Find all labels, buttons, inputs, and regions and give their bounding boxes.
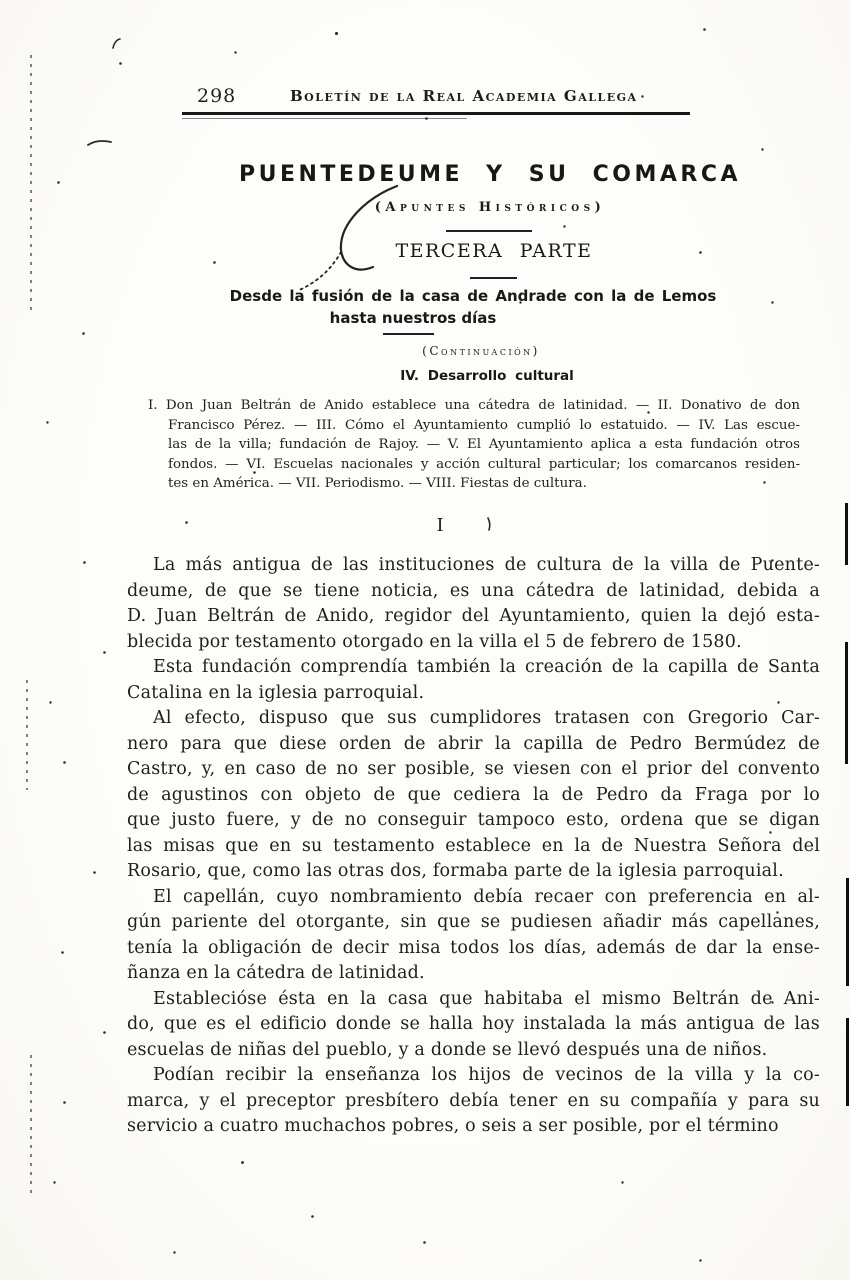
binding-edge-marks	[30, 1055, 32, 1195]
part-title: TERCERA PARTE	[395, 240, 593, 262]
body-paragraph: La más antigua de las instituciones de cultura de la villa de Puente- deume, de que se tiene noticia, es una cátedra de latinidad, debida a D. Juan Beltrán de Anido, regidor del Ayuntamiento, quien la dejó esta- blecida por testamento otorgado en la villa el 5 de febrero de 1580.	[127, 555, 820, 652]
stray-mark	[88, 141, 111, 145]
section-heading: IV. Desarrollo cultural	[400, 368, 574, 384]
scan-edge-line	[845, 503, 848, 565]
divider-rule	[470, 277, 517, 279]
scan-edge-line	[846, 1018, 849, 1106]
binding-edge-marks	[30, 55, 32, 315]
stray-mark	[113, 39, 120, 48]
body-paragraph: Podían recibir la enseñanza los hijos de vecinos de la villa y la co- marca, y el preceptor presbítero debía tener en su compañía y para su servicio a cuatro muchachos pobres, o seis a ser posible, por el término	[127, 1065, 820, 1136]
divider-rule	[446, 230, 532, 232]
chapter-heading-line1: Desde la fusión de la casa de Andrade con la de Lemos	[229, 287, 717, 305]
scan-noise-specks	[0, 0, 1, 1]
chapter-heading-line2: hasta nuestros días	[329, 309, 497, 327]
article-subtitle: (Apuntes Históricos)	[374, 200, 606, 215]
divider-rule	[383, 333, 434, 335]
header-rule-shadow	[182, 118, 467, 119]
chapter-summary: I. Don Juan Beltrán de Anido establece una cátedra de latinidad. — II. Donativo de don Francisco Pérez. — III. Cómo el Ayuntamiento cumplió lo estatuido. — IV. Las escue- las de la villa; fundación de Rajoy. — V. El Ayuntamiento aplica a esta fundación otros fondos. — VI. Escuelas nacionales y acción cultural particular; los comarcanos residen- tes en América. — VII. Periodismo. — VIII. Fiestas de cultura.	[148, 398, 800, 492]
body-text	[127, 553, 820, 1140]
article-title: PUENTEDEUME Y SU COMARCA	[238, 162, 742, 187]
body-paragraph: El capellán, cuyo nombramiento debía recaer con preferencia en al- gún pariente del otorgante, sin que se pudiesen añadir más capellanes, tenía la obligación de decir misa todos los días, además de dar la ense- ñanza en la cátedra de latinidad.	[127, 886, 820, 983]
continuation-label: (Continuación)	[422, 344, 540, 358]
body-paragraph: Al efecto, dispuso que sus cumplidores tratasen con Gregorio Car- nero para que diese orden de abrir la capilla de Pedro Bermúdez de Castro, y, en caso de no ser posible, se viesen con el prior del convento de agustinos con objeto de que cediera la de Pedro da Fraga por lo que justo fuere, y de no conseguir tampoco esto, ordena que se digan las misas que en su testamento establece en la de Nuestra Señora del Rosario, que, como las otras dos, formaba parte de la iglesia parroquial.	[127, 708, 820, 881]
scan-edge-line	[846, 878, 849, 986]
body-paragraph: Esta fundación comprendía también la creación de la capilla de Santa Catalina en la iglesia parroquial.	[127, 657, 820, 703]
binding-edge-marks	[26, 680, 28, 790]
section-numeral: I	[436, 515, 444, 536]
scan-edge-line	[845, 642, 848, 764]
header-rule	[182, 112, 690, 115]
page-number: 298	[197, 85, 237, 107]
journal-title: Boletín de la Real Academia Gallega	[290, 87, 638, 105]
body-paragraph: Establecióse ésta en la casa que habitaba el mismo Beltrán de Ani- do, que es el edificio donde se halla hoy instalada la más antigua de las escuelas de niñas del pueblo, y a donde se llevó después una de niños.	[127, 988, 820, 1060]
